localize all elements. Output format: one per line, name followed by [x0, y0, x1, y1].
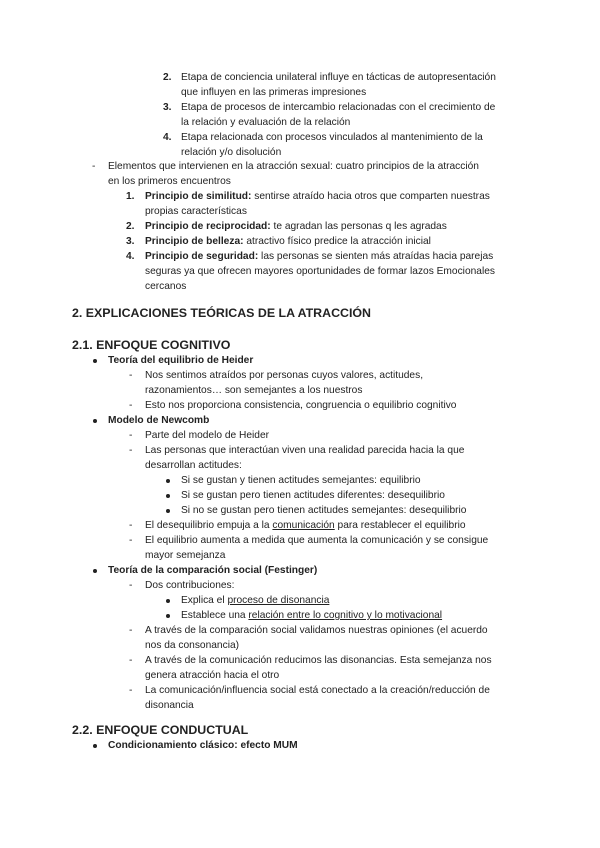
case-text: Si se gustan pero tienen actitudes diferentes: desequilibrio	[181, 490, 445, 501]
case-text: Si no se gustan pero tienen actitudes semejantes: desequilibrio	[181, 505, 467, 516]
principle-term: Principio de seguridad:	[145, 251, 259, 262]
list-text: nos da consonancia)	[145, 640, 240, 651]
dash-marker: -	[129, 685, 133, 696]
list-text: desarrollan actitudes:	[145, 460, 242, 471]
text-run: Establece una	[181, 610, 249, 621]
bullet-dot	[93, 744, 97, 748]
list-text: genera atracción hacia el otro	[145, 670, 280, 681]
list-text: A través de la comparación social validamos nuestras opiniones (el acuerdo	[145, 625, 488, 636]
festinger-title: Teoría de la comparación social (Festinger)	[108, 565, 318, 576]
list-text	[145, 190, 490, 203]
list-text: seguras ya que ofrecen mayores oportunidades de formar lazos Emocionales	[145, 266, 495, 277]
proceso-disonancia-link[interactable]: proceso de disonancia	[227, 595, 330, 606]
dash-marker: -	[129, 625, 133, 636]
list-number: 3.	[126, 236, 135, 247]
text-run: El desequilibrio empuja a la	[145, 520, 273, 531]
contribution-text	[181, 594, 329, 607]
text-run: Explica el	[181, 595, 228, 606]
case-text: Si se gustan y tienen actitudes semejantes: equilibrio	[181, 475, 421, 486]
list-number: 2.	[126, 221, 135, 232]
list-text: razonamientos… son semejantes a los nuestros	[145, 385, 363, 396]
list-text: mayor semejanza	[145, 550, 226, 561]
list-text: El equilibrio aumenta a medida que aumenta la comunicación y se consigue	[145, 535, 489, 546]
bullet-dot	[166, 509, 170, 513]
list-text: Dos contribuciones:	[145, 580, 235, 591]
dash-marker: -	[92, 161, 96, 172]
dash-marker: -	[129, 580, 133, 591]
list-text: Etapa relacionada con procesos vinculados al mantenimiento de la	[181, 132, 483, 143]
list-text	[145, 235, 431, 248]
comunicacion-link[interactable]: comunicación	[272, 520, 335, 531]
heider-title: Teoría del equilibrio de Heider	[108, 355, 254, 366]
bullet-dot	[166, 479, 170, 483]
list-text: A través de la comunicación reducimos las disonancias. Esta semejanza nos	[145, 655, 492, 666]
newcomb-title: Modelo de Newcomb	[108, 415, 210, 426]
list-number: 4.	[163, 132, 172, 143]
dash-marker: -	[129, 520, 133, 531]
list-text: que influyen en las primeras impresiones	[181, 87, 367, 98]
bullet-dot	[93, 359, 97, 363]
list-text: Parte del modelo de Heider	[145, 430, 270, 441]
principle-text: te agradan las personas q les agradas	[270, 221, 447, 232]
list-text: la relación y evaluación de la relación	[181, 117, 351, 128]
list-text: Las personas que interactúan viven una realidad parecida hacia la que	[145, 445, 465, 456]
list-text: disonancia	[145, 700, 194, 711]
list-number: 4.	[126, 251, 135, 262]
subsection-heading-cognitivo: 2.1. ENFOQUE COGNITIVO	[72, 338, 231, 352]
relacion-cognitivo-link[interactable]: relación entre lo cognitivo y lo motivacional	[248, 610, 443, 621]
contribution-text	[181, 609, 442, 622]
principle-term: Principio de reciprocidad:	[145, 221, 271, 232]
bullet-dot	[166, 614, 170, 618]
list-number: 3.	[163, 102, 172, 113]
subsection-heading-conductual: 2.2. ENFOQUE CONDUCTUAL	[72, 723, 249, 737]
list-text: relación y/o disolución	[181, 147, 282, 158]
list-text: cercanos	[145, 281, 187, 292]
list-text	[145, 220, 447, 233]
bullet-dot	[166, 494, 170, 498]
list-text: Nos sentimos atraídos por personas cuyos valores, actitudes,	[145, 370, 424, 381]
list-number: 1.	[126, 191, 135, 202]
text-run: para restablecer el equilibrio	[334, 520, 466, 531]
principle-text: las personas se sienten más atraídas hacia parejas	[258, 251, 494, 262]
dash-marker: -	[129, 430, 133, 441]
list-text: Elementos que intervienen en la atracción sexual: cuatro principios de la atracción	[108, 161, 479, 172]
principle-term: Principio de similitud:	[145, 191, 252, 202]
principle-text: sentirse atraído hacia otros que comparten nuestras	[251, 191, 490, 202]
bullet-dot	[93, 569, 97, 573]
list-text: propias características	[145, 206, 247, 217]
list-number: 2.	[163, 72, 172, 83]
section-heading: 2. EXPLICACIONES TEÓRICAS DE LA ATRACCIÓN	[72, 306, 372, 320]
condicionamiento-title: Condicionamiento clásico: efecto MUM	[108, 740, 298, 751]
list-text: Etapa de conciencia unilateral influye en tácticas de autopresentación	[181, 72, 496, 83]
principle-term: Principio de belleza:	[145, 236, 244, 247]
bullet-dot	[166, 599, 170, 603]
dash-marker: -	[129, 655, 133, 666]
dash-marker: -	[129, 370, 133, 381]
principle-text: atractivo físico predice la atracción inicial	[243, 236, 431, 247]
list-text: Etapa de procesos de intercambio relacionadas con el crecimiento de	[181, 102, 496, 113]
list-text	[145, 250, 493, 263]
dash-marker: -	[129, 445, 133, 456]
list-text	[145, 519, 466, 532]
dash-marker: -	[129, 400, 133, 411]
list-text: en los primeros encuentros	[108, 176, 231, 187]
list-text: La comunicación/influencia social está conectado a la creación/reducción de	[145, 685, 490, 696]
dash-marker: -	[129, 535, 133, 546]
bullet-dot	[93, 419, 97, 423]
list-text: Esto nos proporciona consistencia, congruencia o equilibrio cognitivo	[145, 400, 457, 411]
